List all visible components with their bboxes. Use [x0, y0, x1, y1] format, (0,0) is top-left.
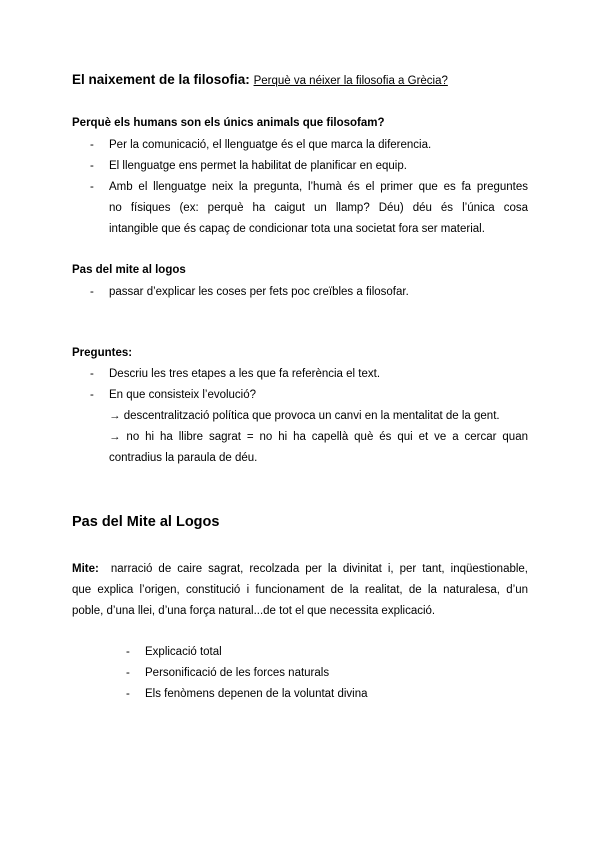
section1-item-3-line-1: Amb el llenguatge neix la pregunta, l’humà és el primer que es fa preguntes: [109, 181, 528, 193]
section4-item-1: Explicació total: [145, 646, 222, 658]
section4-item-2: Personificació de les forces naturals: [145, 667, 330, 679]
bullet-dash: -: [90, 181, 94, 193]
mite-definition: [72, 559, 528, 622]
section3-heading: Preguntes:: [72, 347, 133, 359]
section1-heading: Perquè els humans son els únics animals que filosofam?: [72, 117, 385, 129]
section3-answer-2-line-2: contradius la paraula de déu.: [109, 452, 258, 464]
mite-line-3: poble, d’una llei, d’una força natural...de tot el que necessita explicació.: [72, 605, 436, 617]
bullet-dash: -: [90, 368, 94, 380]
mite-line-1: [72, 559, 528, 580]
bullet-dash: -: [126, 667, 130, 679]
section2-item-1: passar d’explicar les coses per fets poc creïbles a filosofar.: [109, 286, 409, 298]
section1-item-3: [109, 177, 528, 240]
title-subtitle: Perquè va néixer la filosofia a Grècia?: [253, 75, 448, 87]
section3-item-1: Descriu les tres etapes a les que fa referència el text.: [109, 368, 381, 380]
section1-item-1: Per la comunicació, el llenguatge és el que marca la diferencia.: [109, 139, 432, 151]
section3-item-2: En que consisteix l’evolució?: [109, 389, 257, 401]
section1-item-2: El llenguatge ens permet la habilitat de planificar en equip.: [109, 160, 407, 172]
bullet-dash: -: [126, 646, 130, 658]
section4-heading: Pas del Mite al Logos: [72, 514, 220, 530]
section2-heading: Pas del mite al logos: [72, 264, 186, 276]
bullet-dash: -: [90, 286, 94, 298]
mite-label: Mite:: [72, 563, 99, 575]
section3-answer-2: [109, 427, 528, 469]
bullet-dash: -: [90, 139, 94, 151]
title-main: El naixement de la filosofia:: [72, 72, 250, 87]
mite-line-1-text: narració de caire sagrat, recolzada per la divinitat i, per tant, inqüestionable,: [110, 563, 529, 575]
document-title: [72, 72, 448, 87]
section1-item-3-line-3: intangible que és capaç de condicionar tota una societat fora ser material.: [109, 223, 485, 235]
section3-answer-1: → descentralització política que provoca un canvi en la mentalitat de la gent.: [109, 410, 500, 422]
section3-answer-2-line-1: → no hi ha llibre sagrat = no hi ha capellà què és qui et ve a cercar quan: [109, 431, 528, 443]
section4-item-3: Els fenòmens depenen de la voluntat divina: [145, 688, 368, 700]
bullet-dash: -: [126, 688, 130, 700]
section1-item-3-line-2: no físiques (ex: perquè ha caigut un llamp? Déu) déu és l’única cosa: [109, 202, 528, 214]
mite-line-2: que explica l’origen, constitució i funcionament de la realitat, de la naturalesa, d’un: [72, 584, 528, 596]
bullet-dash: -: [90, 160, 94, 172]
bullet-dash: -: [90, 389, 94, 401]
